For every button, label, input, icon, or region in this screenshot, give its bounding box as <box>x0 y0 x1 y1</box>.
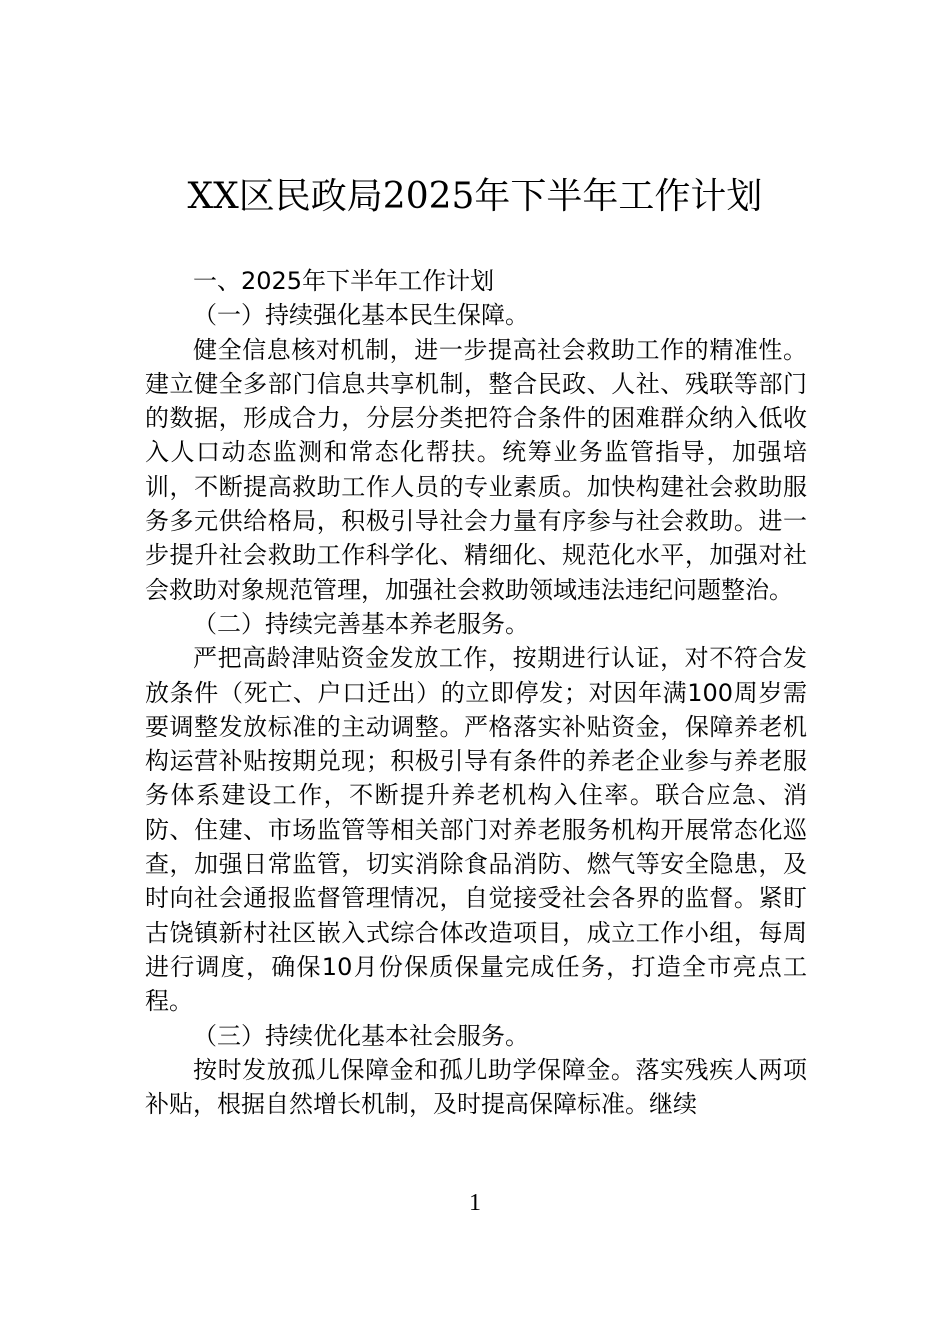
section-heading: 一、2025年下半年工作计划 <box>193 267 495 295</box>
subsection-heading: （三）持续优化基本社会服务。 <box>193 1021 529 1050</box>
document-title: XX区民政局2025年下半年工作计划 <box>187 176 763 217</box>
body-paragraph: 按时发放孤儿保障金和孤儿助学保障金。落实残疾人两项补贴，根据自然增长机制，及时提高保障标准。继续 <box>145 1055 807 1119</box>
subsection-heading: （一）持续强化基本民生保障。 <box>193 301 529 330</box>
page-number: 1 <box>469 1190 481 1216</box>
subsection-heading: （二）持续完善基本养老服务。 <box>193 609 529 638</box>
body-paragraph: 严把高龄津贴资金发放工作，按期进行认证，对不符合发放条件（死亡、户口迁出）的立即停发；对因年满100周岁需要调整发放标准的主动调整。严格落实补贴资金，保障养老机构运营补贴按期兑现；积极引导有条件的养老企业参与养老服务体系建设工作，不断提升养老机构入住率。联合应急、消防、住建、市场监管等相关部门对养老服务机构开展常态化巡查，加强日常监管，切实消除食品消防、燃气等安全隐患，及时向社会通报监督管理情况，自觉接受社会各界的监督。紧盯古饶镇新村社区嵌入式综合体改造项目，成立工作小组，每周进行调度，确保10月份保质保量完成任务，打造全市亮点工程。 <box>145 644 807 1016</box>
body-paragraph: 健全信息核对机制，进一步提高社会救助工作的精准性。建立健全多部门信息共享机制，整合民政、人社、残联等部门的数据，形成合力，分层分类把符合条件的困难群众纳入低收入人口动态监测和常态化帮扶。统筹业务监管指导，加强培训，不断提高救助工作人员的专业素质。加快构建社会救助服务多元供给格局，积极引导社会力量有序参与社会救助。进一步提升社会救助工作科学化、精细化、规范化水平，加强对社会救助对象规范管理，加强社会救助领域违法违纪问题整治。 <box>145 335 807 604</box>
document-body <box>145 264 807 1121</box>
